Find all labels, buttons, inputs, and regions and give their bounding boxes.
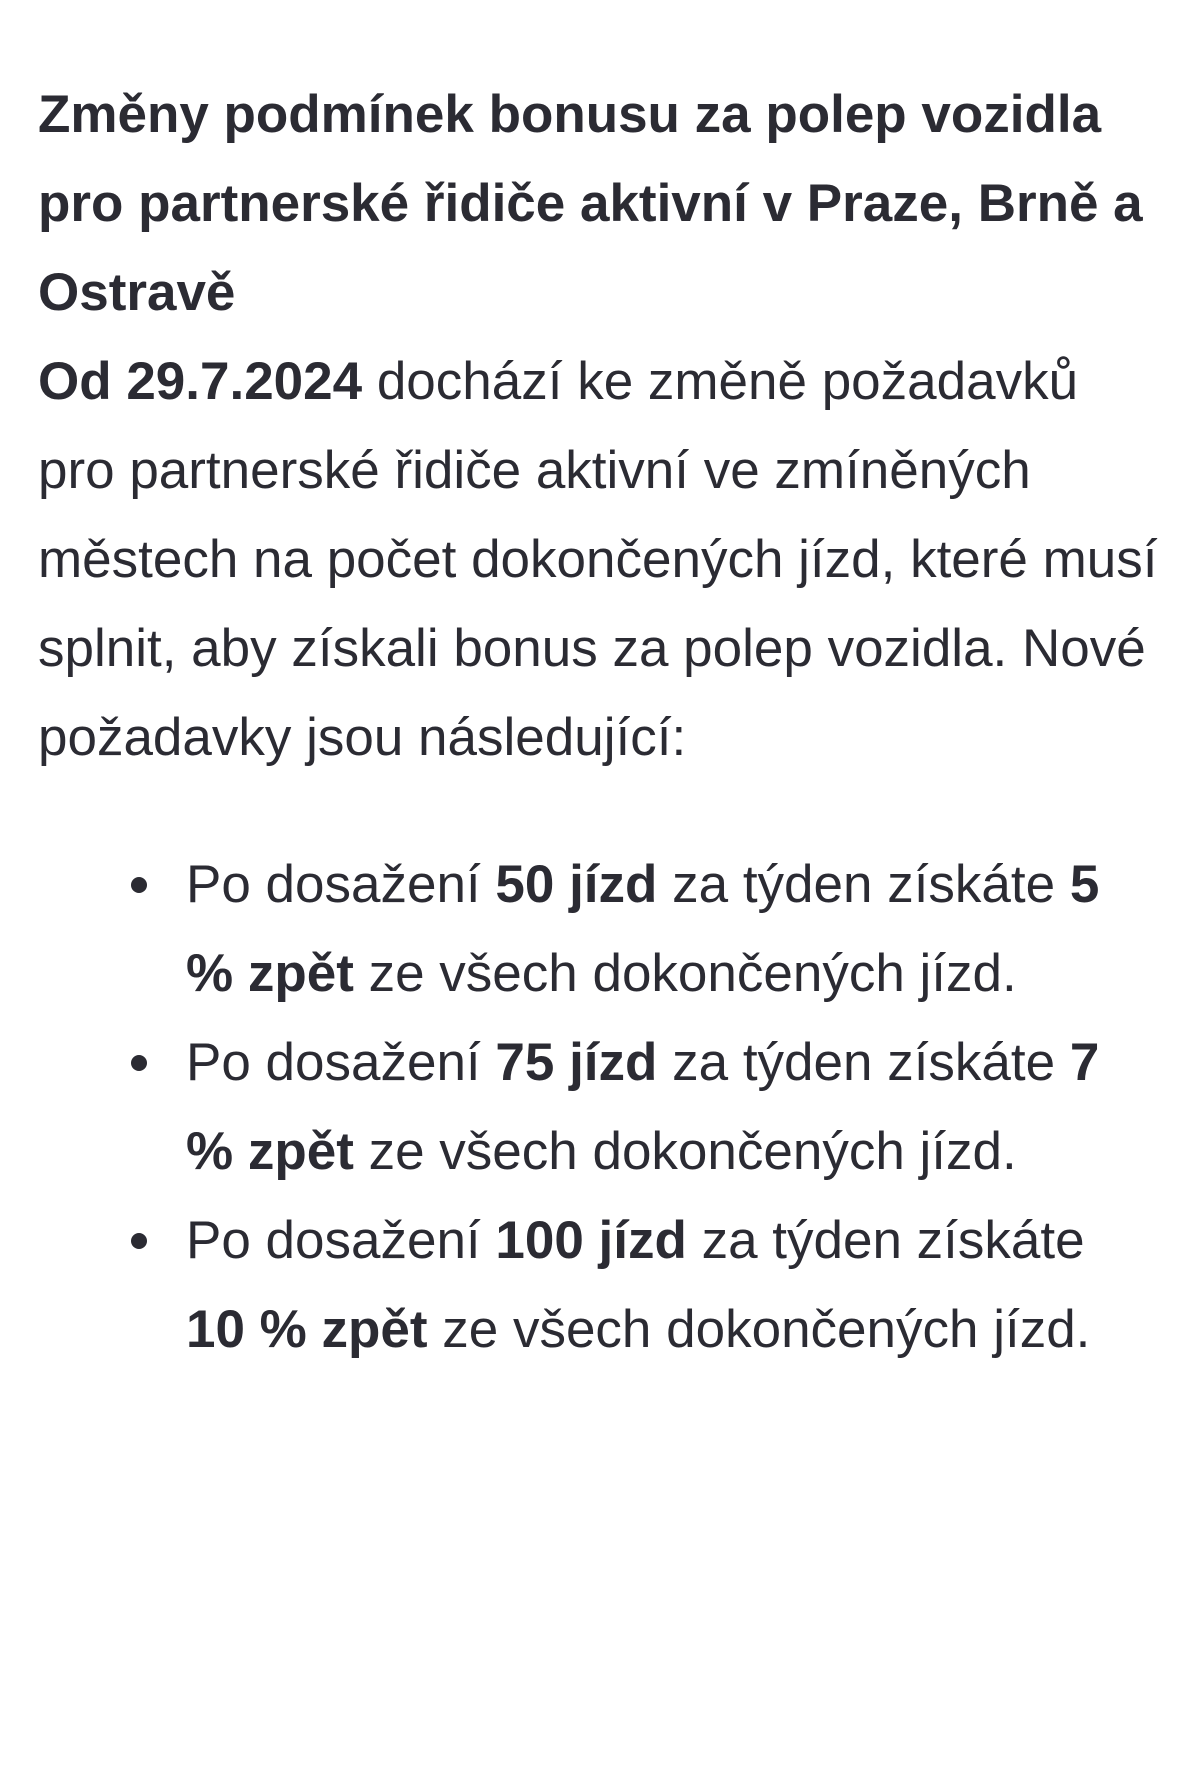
item-text: ze všech dokončených jízd. <box>427 1300 1091 1359</box>
bullet-icon <box>131 1233 147 1249</box>
item-text: ze všech dokončených jízd. <box>353 1122 1017 1181</box>
effective-date: Od 29.7.2024 <box>38 352 363 411</box>
item-text: za týden získáte <box>657 855 1070 914</box>
rides-threshold: 50 jízd <box>495 855 658 914</box>
bullet-icon <box>131 1055 147 1071</box>
item-text: za týden získáte <box>657 1033 1070 1092</box>
bullet-icon <box>131 877 147 893</box>
item-text: za týden získáte <box>686 1211 1085 1270</box>
item-text: Po dosažení <box>186 1211 496 1270</box>
article-title: Změny podmínek bonusu za polep vozidla pro partnerské řidiče aktivní v Praze, Brně a Ostravě <box>38 85 1143 322</box>
bonus-percent: 5 % zpět <box>186 855 1100 1003</box>
rides-threshold: 75 jízd <box>495 1033 658 1092</box>
item-text: ze všech dokončených jízd. <box>353 944 1017 1003</box>
list-item <box>186 1018 1160 1196</box>
list-item <box>186 1196 1160 1374</box>
intro-paragraph <box>38 337 1160 782</box>
bonus-percent: 7 % zpět <box>186 1033 1100 1181</box>
item-text: Po dosažení <box>186 855 496 914</box>
list-item <box>186 840 1160 1018</box>
requirements-list <box>38 840 1160 1374</box>
intro-text: dochází ke změně požadavků pro partnerské řidiče aktivní ve zmíněných městech na počet dokončených jízd, které musí splnit, aby získali bonus za polep vozidla. Nové požadavky jsou následující: <box>38 352 1158 767</box>
item-text: Po dosažení <box>186 1033 496 1092</box>
rides-threshold: 100 jízd <box>495 1211 687 1270</box>
bonus-percent: 10 % zpět <box>186 1300 428 1359</box>
